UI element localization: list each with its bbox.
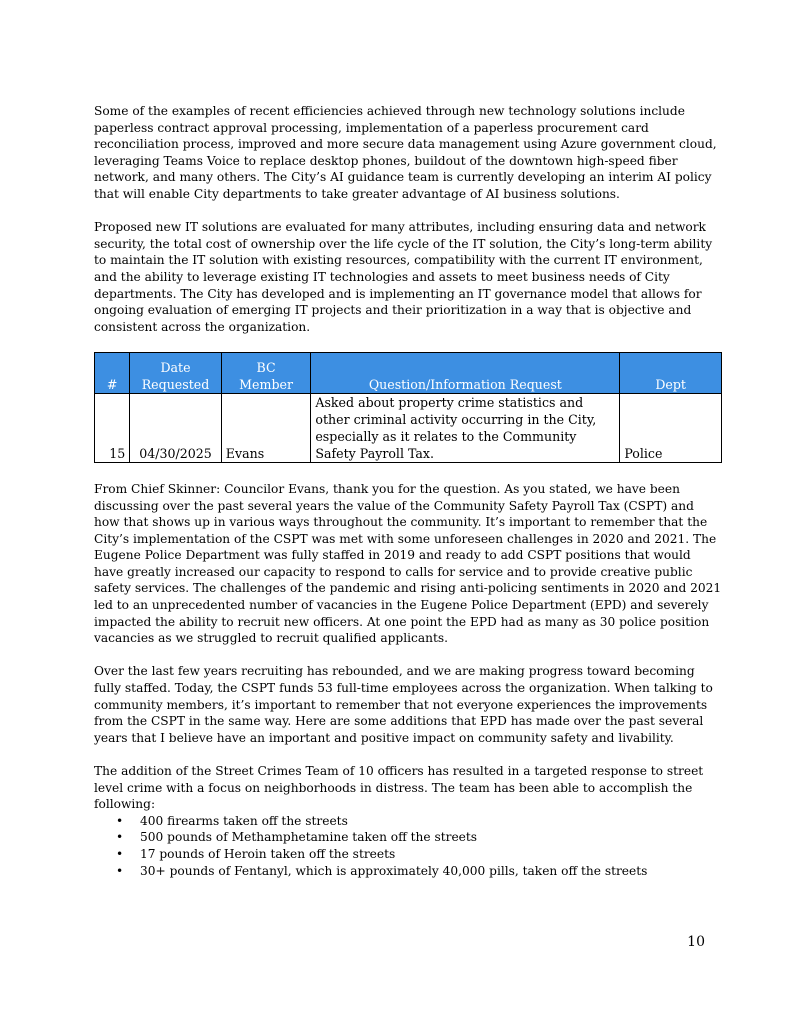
- bullet-icon: •: [116, 863, 124, 878]
- cell-date: 04/30/2025: [130, 393, 222, 462]
- list-item: • 30+ pounds of Fentanyl, which is approximately 40,000 pills, taken off the streets: [116, 863, 648, 878]
- cell-number: 15: [95, 393, 130, 462]
- document-page: [94, 103, 722, 879]
- question-table: [94, 352, 722, 463]
- bullet-icon: •: [116, 830, 124, 845]
- cell-member: Evans: [221, 393, 311, 462]
- header-date-requested: Date Requested: [130, 352, 222, 393]
- bullet-icon: •: [116, 846, 124, 861]
- response-paragraph-street-crimes: The addition of the Street Crimes Team of 10 officers has resulted in a targeted response to street level crime with a focus on neighborhoods in distress. The team has been able to accomplish the following:: [94, 764, 704, 812]
- intro-paragraph-it-evaluation: Proposed new IT solutions are evaluated for many attributes, including ensuring data and network security, the total cost of ownership over the life cycle of the IT solution, the City’s long-term ability to maintain the IT solution with existing resources, compatibility with the current IT environment, and the ability to leverage existing IT technologies and assets to meet business needs of City departments. The City has developed and is implementing an IT governance model that allows for ongoing evaluation of emerging IT projects and their prioritization in a way that is objective and consistent across the organization.: [94, 220, 713, 334]
- cell-dept: Police: [620, 393, 722, 462]
- bullet-icon: •: [116, 813, 124, 828]
- page-number: 10: [687, 934, 705, 950]
- header-question: Question/Information Request: [311, 352, 620, 393]
- list-item: • 400 firearms taken off the streets: [116, 813, 348, 828]
- response-paragraph-chief: From Chief Skinner: Councilor Evans, thank you for the question. As you stated, we have been discussing over the past several years the value of the Community Safety Payroll Tax (CSPT) and how that shows up in various ways throughout the community. It’s important to remember that the City’s implementation of the CSPT was met with some unforeseen challenges in 2020 and 2021. The Eugene Police Department was fully staffed in 2019 and ready to add CSPT positions that would have greatly increased our capacity to respond to calls for service and to provide creative public safety services. The challenges of the pandemic and rising anti-policing sentiments in 2020 and 2021 led to an unprecedented number of vacancies in the Eugene Police Department (EPD) and severely impacted the ability to recruit new officers. At one point the EPD had as many as 30 police position vacancies as we struggled to recruit qualified applicants.: [94, 481, 722, 646]
- header-bc-member: BC Member: [221, 352, 311, 393]
- question-table-header-row: [95, 352, 722, 393]
- table-row: [95, 393, 722, 462]
- header-dept: Dept: [620, 352, 722, 393]
- intro-paragraph-efficiencies: Some of the examples of recent efficiencies achieved through new technology solutions include paperless contract approval processing, implementation of a paperless procurement card reconciliation process, improved and more secure data management using Azure government cloud, leveraging Teams Voice to replace desktop phones, buildout of the downtown high-speed fiber network, and many others. The City’s AI guidance team is currently developing an interim AI policy that will enable City departments to take greater advantage of AI business solutions.: [94, 104, 717, 201]
- header-number: #: [95, 352, 130, 393]
- cell-question: Asked about property crime statistics and other criminal activity occurring in the City, especially as it relates to the Community Safety Payroll Tax.: [311, 393, 620, 462]
- list-item: • 500 pounds of Methamphetamine taken off the streets: [116, 830, 478, 845]
- response-paragraph-recruiting: Over the last few years recruiting has rebounded, and we are making progress toward becoming fully staffed. Today, the CSPT funds 53 full-time employees across the organization. When talking to community members, it’s important to remember that not everyone experiences the improvements from the CSPT in the same way. Here are some additions that EPD has made over the past several years that I believe have an important and positive impact on community safety and livability.: [94, 664, 713, 745]
- list-item: • 17 pounds of Heroin taken off the streets: [116, 846, 396, 861]
- results-list: [94, 813, 722, 879]
